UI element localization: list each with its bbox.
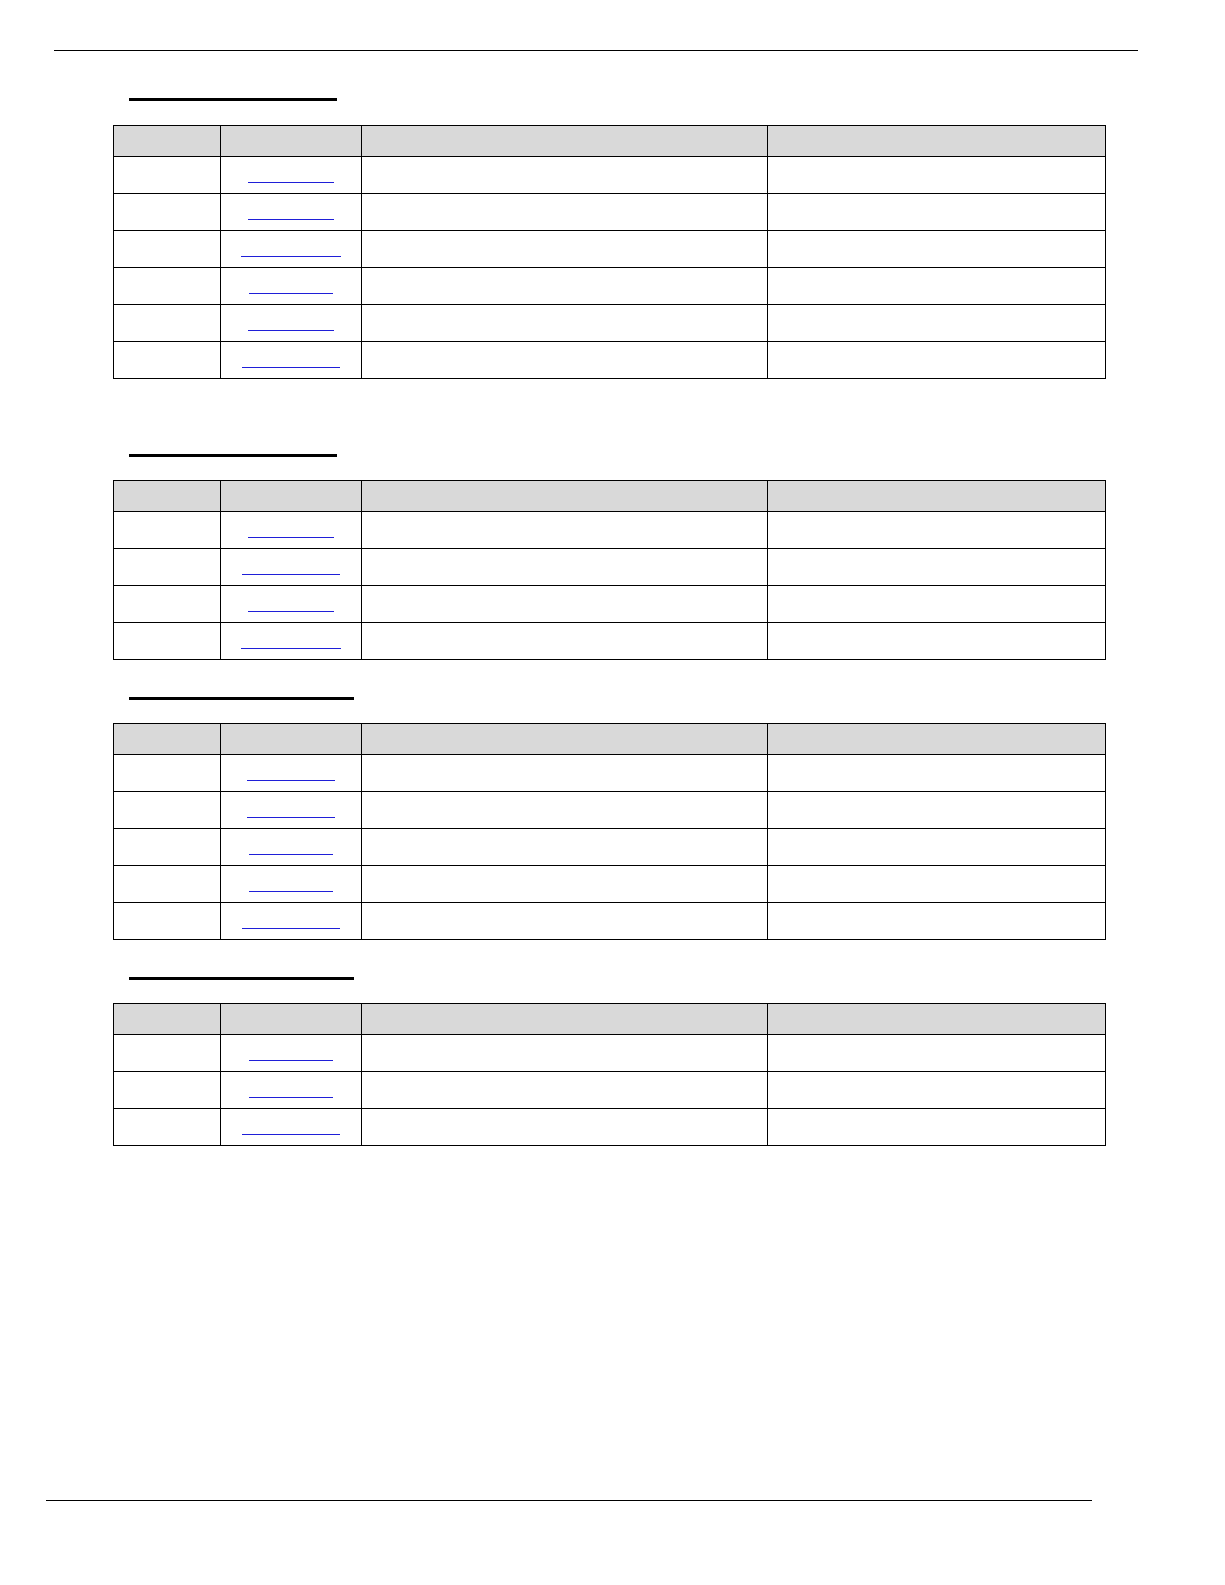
row-link-cell	[221, 231, 362, 268]
row-link-cell	[221, 194, 362, 231]
document-link[interactable]	[249, 840, 333, 855]
document-link[interactable]	[248, 597, 334, 612]
row-note-cell	[768, 157, 1106, 194]
row-link-cell	[221, 586, 362, 623]
row-note-cell	[768, 1109, 1106, 1146]
row-note-cell	[768, 586, 1106, 623]
row-description-cell	[362, 755, 768, 792]
document-link[interactable]	[247, 766, 335, 781]
row-description-cell	[362, 268, 768, 305]
column-header	[362, 481, 768, 512]
table-row	[114, 194, 1106, 231]
document-link[interactable]	[247, 803, 335, 818]
section-title	[129, 434, 337, 457]
row-link-cell	[221, 342, 362, 379]
row-description-cell	[362, 549, 768, 586]
row-note-cell	[768, 792, 1106, 829]
row-id-cell	[114, 586, 221, 623]
document-link[interactable]	[248, 523, 334, 538]
document-link[interactable]	[242, 1120, 340, 1135]
row-id-cell	[114, 194, 221, 231]
row-id-cell	[114, 305, 221, 342]
row-link-cell	[221, 829, 362, 866]
row-description-cell	[362, 231, 768, 268]
row-id-cell	[114, 549, 221, 586]
document-link[interactable]	[242, 914, 340, 929]
table-header-row	[114, 1004, 1106, 1035]
row-note-cell	[768, 903, 1106, 940]
document-link[interactable]	[249, 1046, 333, 1061]
row-link-cell	[221, 792, 362, 829]
section-title	[129, 677, 354, 700]
document-link[interactable]	[248, 168, 334, 183]
row-description-cell	[362, 623, 768, 660]
row-link-cell	[221, 157, 362, 194]
row-note-cell	[768, 866, 1106, 903]
row-link-cell	[221, 549, 362, 586]
row-note-cell	[768, 342, 1106, 379]
table-row	[114, 586, 1106, 623]
row-link-cell	[221, 305, 362, 342]
column-header	[362, 126, 768, 157]
document-link[interactable]	[242, 560, 340, 575]
footer-rule	[46, 1500, 1092, 1501]
row-id-cell	[114, 903, 221, 940]
document-link[interactable]	[249, 877, 333, 892]
row-link-cell	[221, 268, 362, 305]
table-row	[114, 305, 1106, 342]
column-header	[114, 1004, 221, 1035]
row-id-cell	[114, 157, 221, 194]
table-row	[114, 792, 1106, 829]
row-link-cell	[221, 1109, 362, 1146]
row-link-cell	[221, 1072, 362, 1109]
column-header	[221, 1004, 362, 1035]
row-id-cell	[114, 792, 221, 829]
table-row	[114, 549, 1106, 586]
row-id-cell	[114, 866, 221, 903]
section-title	[129, 957, 354, 980]
column-header	[768, 1004, 1106, 1035]
document-link[interactable]	[249, 279, 333, 294]
section-title	[129, 78, 337, 101]
document-link[interactable]	[241, 242, 341, 257]
table-row	[114, 755, 1106, 792]
column-header	[221, 481, 362, 512]
header-rule	[54, 50, 1138, 51]
column-header	[114, 724, 221, 755]
table-row	[114, 157, 1106, 194]
table-row	[114, 866, 1106, 903]
table-header-row	[114, 481, 1106, 512]
table-row	[114, 829, 1106, 866]
row-note-cell	[768, 194, 1106, 231]
row-id-cell	[114, 268, 221, 305]
section-table	[113, 125, 1106, 379]
table-header-row	[114, 724, 1106, 755]
column-header	[768, 481, 1106, 512]
row-description-cell	[362, 157, 768, 194]
table-row	[114, 623, 1106, 660]
document-link[interactable]	[248, 316, 334, 331]
row-link-cell	[221, 623, 362, 660]
table-row	[114, 903, 1106, 940]
row-description-cell	[362, 512, 768, 549]
row-link-cell	[221, 1035, 362, 1072]
row-id-cell	[114, 623, 221, 660]
column-header	[221, 724, 362, 755]
row-description-cell	[362, 1072, 768, 1109]
section-table	[113, 480, 1106, 660]
row-id-cell	[114, 755, 221, 792]
document-link[interactable]	[249, 1083, 333, 1098]
row-note-cell	[768, 231, 1106, 268]
column-header	[768, 724, 1106, 755]
row-note-cell	[768, 829, 1106, 866]
column-header	[362, 1004, 768, 1035]
section-table	[113, 723, 1106, 940]
row-description-cell	[362, 829, 768, 866]
row-description-cell	[362, 792, 768, 829]
row-note-cell	[768, 512, 1106, 549]
row-id-cell	[114, 1035, 221, 1072]
row-note-cell	[768, 1072, 1106, 1109]
table-row	[114, 268, 1106, 305]
table-row	[114, 1109, 1106, 1146]
row-id-cell	[114, 512, 221, 549]
row-note-cell	[768, 549, 1106, 586]
row-note-cell	[768, 755, 1106, 792]
row-description-cell	[362, 1035, 768, 1072]
document-link[interactable]	[242, 353, 340, 368]
row-id-cell	[114, 231, 221, 268]
row-id-cell	[114, 829, 221, 866]
row-note-cell	[768, 623, 1106, 660]
column-header	[362, 724, 768, 755]
row-note-cell	[768, 1035, 1106, 1072]
table-row	[114, 1072, 1106, 1109]
row-description-cell	[362, 866, 768, 903]
row-description-cell	[362, 903, 768, 940]
column-header	[768, 126, 1106, 157]
row-note-cell	[768, 305, 1106, 342]
row-description-cell	[362, 1109, 768, 1146]
table-row	[114, 231, 1106, 268]
column-header	[114, 126, 221, 157]
table-row	[114, 342, 1106, 379]
row-link-cell	[221, 903, 362, 940]
column-header	[114, 481, 221, 512]
row-id-cell	[114, 1072, 221, 1109]
document-link[interactable]	[241, 634, 341, 649]
row-link-cell	[221, 512, 362, 549]
row-link-cell	[221, 866, 362, 903]
row-description-cell	[362, 194, 768, 231]
table-row	[114, 1035, 1106, 1072]
row-description-cell	[362, 305, 768, 342]
row-link-cell	[221, 755, 362, 792]
column-header	[221, 126, 362, 157]
table-row	[114, 512, 1106, 549]
table-header-row	[114, 126, 1106, 157]
section-table	[113, 1003, 1106, 1146]
row-note-cell	[768, 268, 1106, 305]
row-description-cell	[362, 342, 768, 379]
document-link[interactable]	[248, 205, 334, 220]
row-id-cell	[114, 342, 221, 379]
row-id-cell	[114, 1109, 221, 1146]
row-description-cell	[362, 586, 768, 623]
